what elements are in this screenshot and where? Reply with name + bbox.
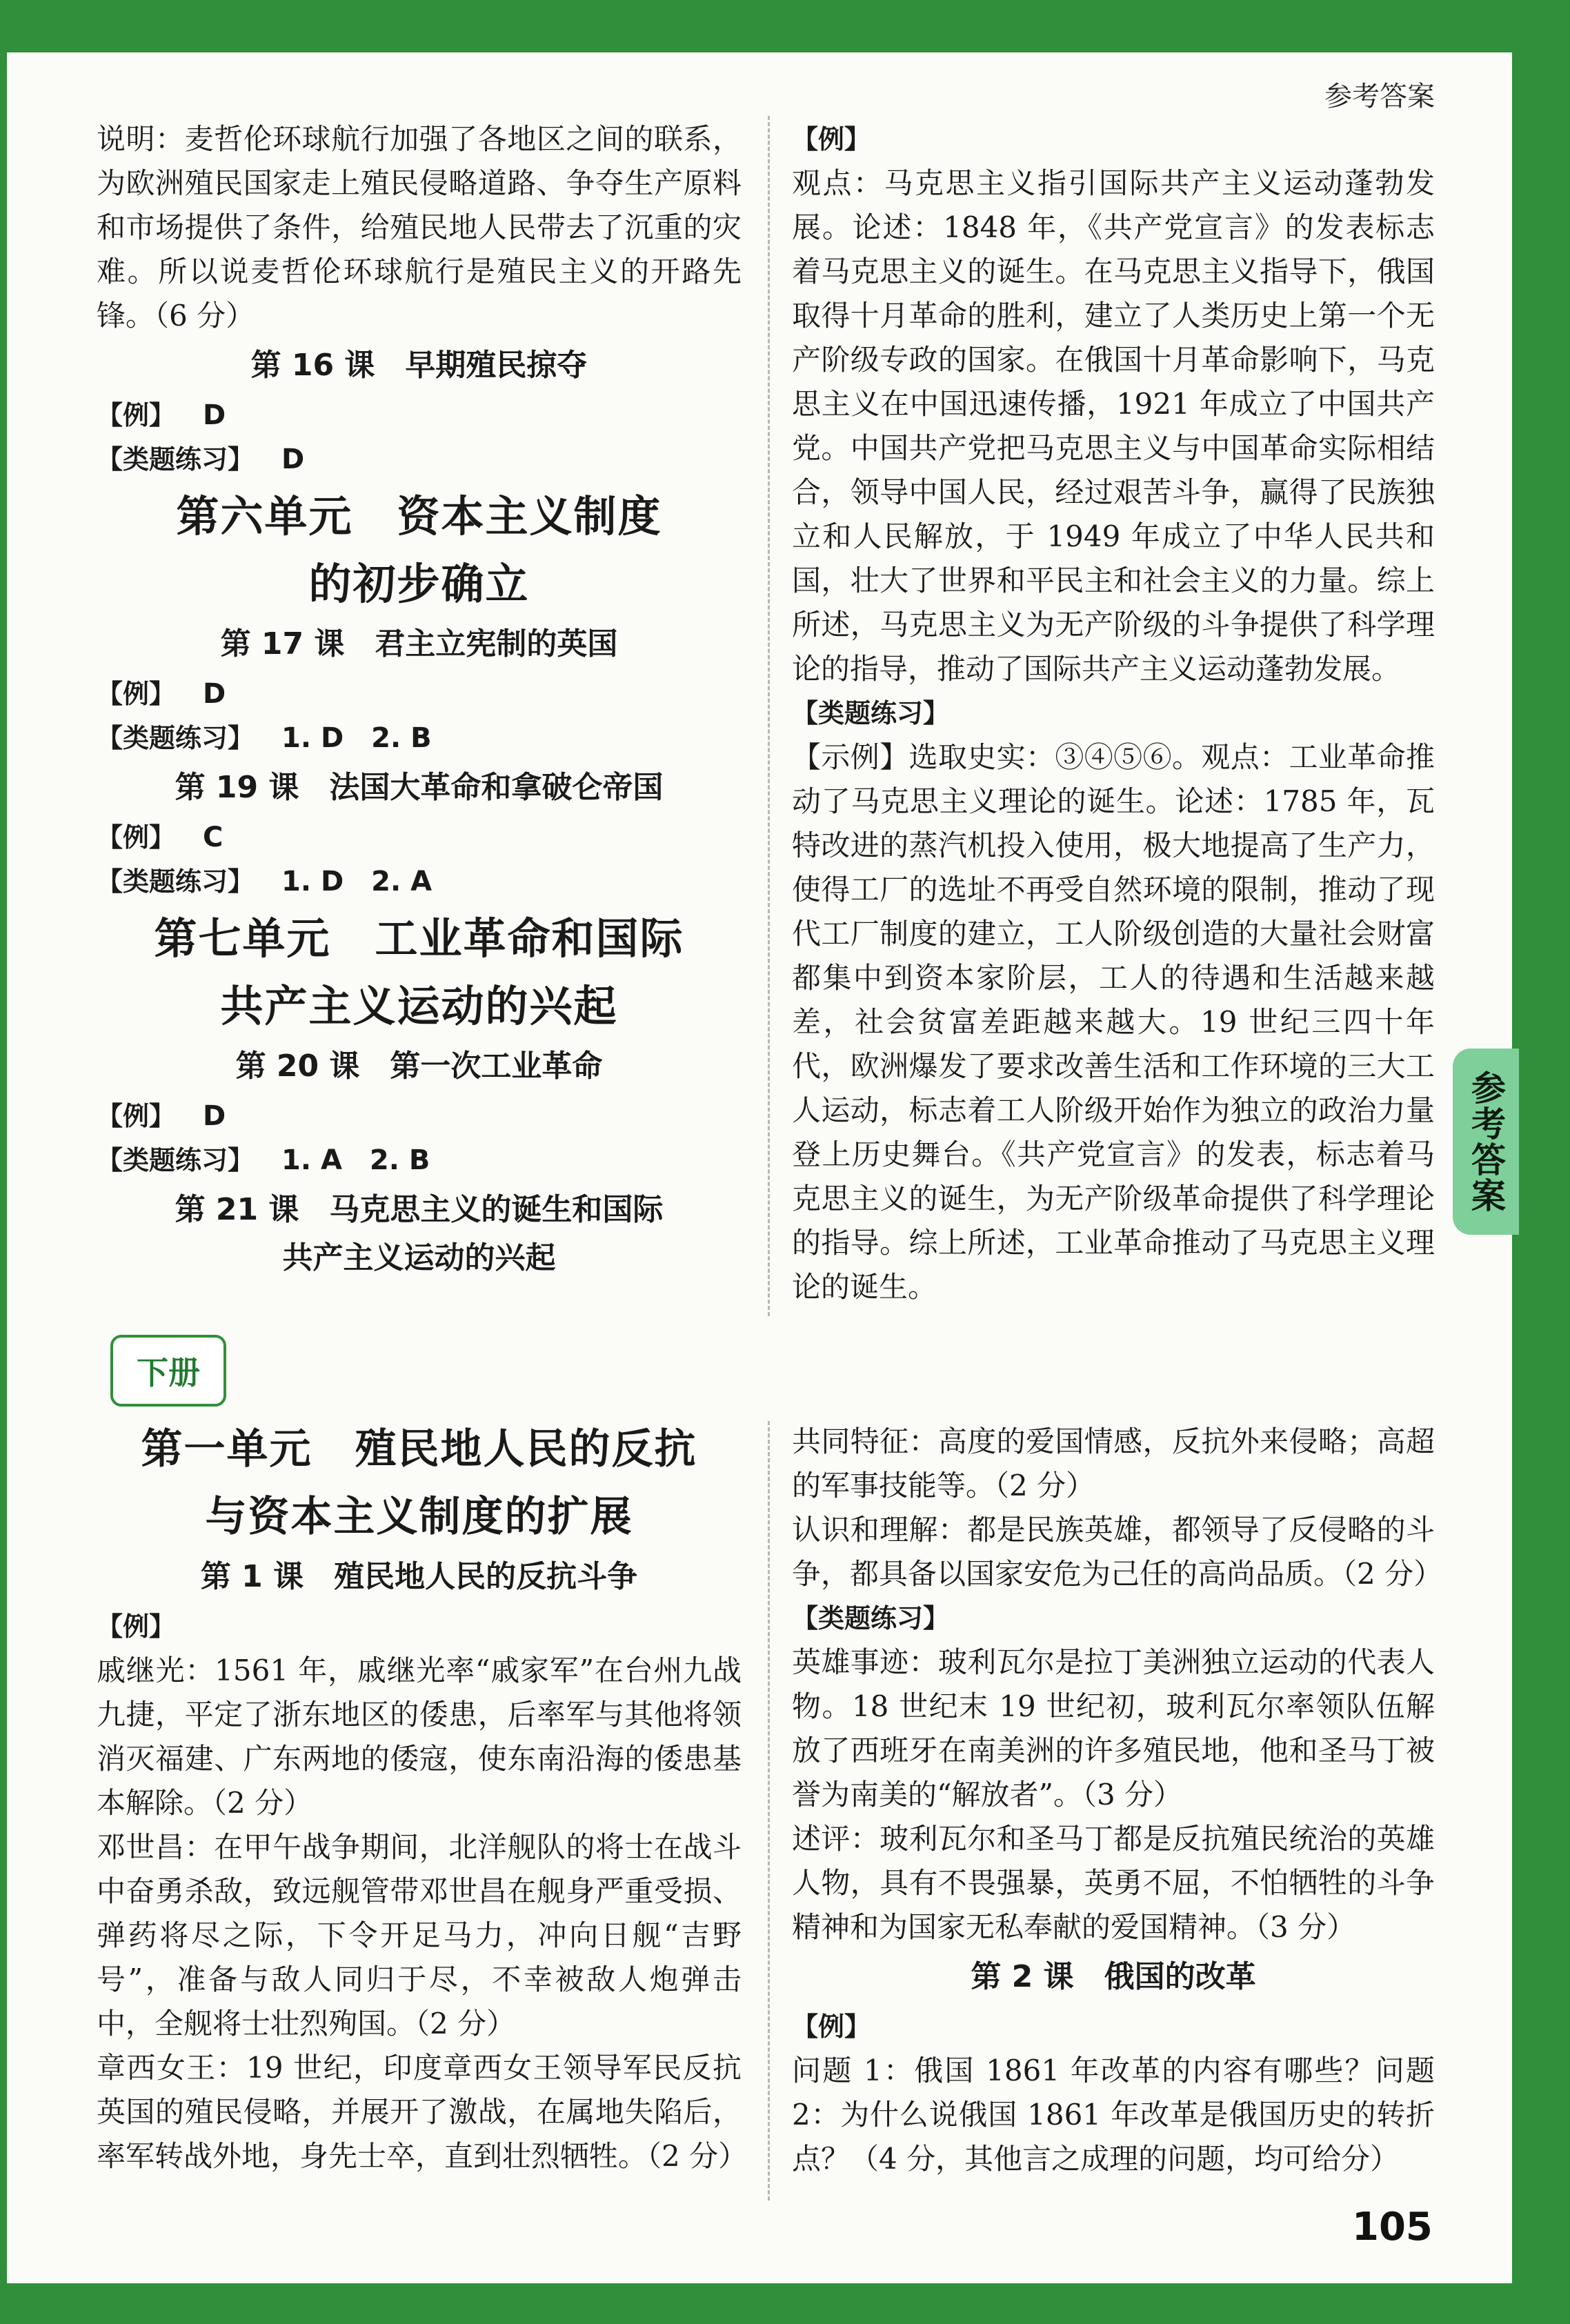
answer-row — [97, 716, 742, 760]
answer-value: C — [203, 822, 223, 853]
unit-6-title-line2: 的初步确立 — [308, 559, 530, 609]
answer-value: D — [203, 399, 226, 431]
example-label: 【例】 — [792, 2012, 871, 2042]
practice-label: 【类题练习】 — [97, 723, 255, 753]
answer-paragraph: 问题 1：俄国 1861 年改革的内容有哪些？问题 2：为什么说俄国 1861 年改革是俄国历史的转折点？（4 分，其他言之成理的问题，均可给分） — [792, 2054, 1435, 2176]
lesson-17-title: 第 17 课 君主立宪制的英国 — [220, 626, 618, 662]
answer-paragraph: 邓世昌：在甲午战争期间，北洋舰队的将士在战斗中奋勇杀敌，致远舰管带邓世昌在舰身严重受损、弹药将尽之际，下令开足马力，冲向日舰“吉野号”，准备与敌人同归于尽，不幸被敌人炮弹击中，全舰将士壮烈殉国。（2 分） — [97, 1830, 742, 2040]
practice-label: 【类题练习】 — [792, 1603, 950, 1633]
answer-paragraph: 章西女王：19 世纪，印度章西女王领导军民反抗英国的殖民侵略，并展开了激战，在属地失陷后，率军转战外地，身先士卒，直到壮烈牺牲。（2 分） — [97, 2051, 748, 2173]
lesson-19-title: 第 19 课 法国大革命和拿破仑帝国 — [175, 770, 664, 805]
answer-paragraph: 述评：玻利瓦尔和圣马丁都是反抗殖民统治的英雄人物，具有不畏强暴，英勇不屈，不怕牺牲的斗争精神和为国家无私奉献的爱国精神。（3 分） — [792, 1822, 1435, 1944]
answer-row — [97, 815, 742, 860]
column-divider-bottom — [768, 1421, 770, 2201]
side-tab-label: 参考答案 — [1466, 1070, 1506, 1213]
page-number: 105 — [1352, 2205, 1433, 2249]
answer-paragraph: 英雄事迹：玻利瓦尔是拉丁美洲独立运动的代表人物。18 世纪末 19 世纪初，玻利瓦尔率领队伍解放了西班牙在南美洲的许多殖民地，他和圣马丁被誉为南美的“解放者”。（3 分） — [792, 1645, 1435, 1811]
unit-7-title-line1: 第七单元 工业革命和国际 — [154, 913, 684, 964]
column-divider-top — [768, 116, 770, 1316]
practice-label: 【类题练习】 — [97, 444, 255, 475]
answer-value: 1. A 2. B — [281, 1144, 430, 1176]
practice-answer-paragraph: 【示例】选取史实：③④⑤⑥。观点：工业革命推动了马克思主义理论的诞生。论述：1785 年，瓦特改进的蒸汽机投入使用，极大地提高了生产力，使得工厂的选址不再受自然环境的限制，推动了现代工厂制度的建立，工人阶级创造的大量社会财富都集中到资本家阶层，工人的待遇和生活越来越差，社会贫富差距越来越大。19 世纪三四十年代，欧洲爆发了要求改善生活和工作环境的三大工人运动，标志着工人阶级开始作为独立的政治力量登上历史舞台。《共产党宣言》的发表，标志着马克思主义的诞生，为无产阶级革命提供了科学理论的指导。综上所述，工业革命推动了马克思主义理论的诞生。 — [792, 740, 1435, 1304]
practice-label: 【类题练习】 — [792, 698, 950, 728]
answer-row — [97, 393, 742, 437]
answer-row — [97, 1094, 742, 1138]
top-left-column — [97, 117, 742, 1286]
answer-value: D — [281, 444, 305, 475]
answer-value: D — [203, 678, 226, 710]
answer-row — [97, 1138, 742, 1182]
example-label: 【例】 — [97, 1611, 176, 1642]
example-label: 【例】 — [97, 679, 176, 709]
answer-paragraph: 共同特征：高度的爱国情感，反抗外来侵略；高超的军事技能等。（2 分） — [792, 1424, 1435, 1502]
practice-label: 【类题练习】 — [97, 866, 255, 897]
example-label: 【例】 — [97, 400, 176, 430]
bottom-right-column — [792, 1420, 1443, 2181]
example-label: 【例】 — [97, 822, 176, 853]
header-label: 参考答案 — [1324, 81, 1435, 112]
unit-1-title-line2: 与资本主义制度的扩展 — [205, 1493, 633, 1541]
answer-value: 1. D 2. B — [281, 722, 432, 754]
volume-badge: 下册 — [110, 1335, 226, 1407]
answer-row — [97, 860, 742, 904]
answer-row — [97, 437, 742, 481]
unit-6-title-line1: 第六单元 资本主义制度 — [176, 491, 662, 542]
lesson-21-title-line1: 第 21 课 马克思主义的诞生和国际 — [175, 1192, 664, 1227]
answer-row — [97, 672, 742, 716]
example-label: 【例】 — [97, 1101, 176, 1131]
lesson-2-title: 第 2 课 俄国的改革 — [971, 1959, 1256, 1994]
answer-paragraph: 认识和理解：都是民族英雄，都领导了反侵略的斗争，都具备以国家安危为己任的高尚品质。（2 分） — [792, 1513, 1443, 1591]
lesson-1-title: 第 1 课 殖民地人民的反抗斗争 — [200, 1559, 638, 1594]
practice-label: 【类题练习】 — [97, 1145, 255, 1175]
top-right-column — [792, 117, 1435, 1309]
lesson-16-title: 第 16 课 早期殖民掠夺 — [250, 348, 588, 383]
lesson-20-title: 第 20 课 第一次工业革命 — [235, 1049, 603, 1084]
answer-value: D — [203, 1100, 226, 1132]
example-answer-paragraph: 观点：马克思主义指引国际共产主义运动蓬勃发展。论述：1848 年，《共产党宣言》的发表标志着马克思主义的诞生。在马克思主义指导下，俄国取得十月革命的胜利，建立了人类历史上第一个无产阶级专政的国家。在俄国十月革命影响下，马克思主义在中国迅速传播，1921 年成立了中国共产党。中国共产党把马克思主义与中国革命实际相结合，领导中国人民，经过艰苦斗争，赢得了民族独立和人民解放，于 1949 年成立了中华人民共和国，壮大了世界和平民主和社会主义的力量。综上所述，马克思主义为无产阶级的斗争提供了科学理论的指导，推动了国际共产主义运动蓬勃发展。 — [792, 166, 1435, 686]
side-tab — [1453, 1049, 1519, 1235]
bottom-left-column — [97, 1414, 748, 2178]
answer-paragraph: 戚继光：1561 年，戚继光率“戚家军”在台州九战九捷，平定了浙东地区的倭患，后率军与其他将领消灭福建、广东两地的倭寇，使东南沿海的倭患基本解除。（2 分） — [97, 1653, 742, 1820]
unit-1-title-line1: 第一单元 殖民地人民的反抗 — [141, 1425, 697, 1473]
lesson-21-title-line2: 共产主义运动的兴起 — [282, 1240, 556, 1275]
unit-7-title-line2: 共产主义运动的兴起 — [220, 981, 618, 1031]
answer-value: 1. D 2. A — [281, 866, 433, 897]
example-label: 【例】 — [792, 124, 871, 155]
intro-paragraph: 说明：麦哲伦环球航行加强了各地区之间的联系，为欧洲殖民国家走上殖民侵略道路、争夺生产原料和市场提供了条件，给殖民地人民带去了沉重的灾难。所以说麦哲伦环球航行是殖民主义的开路先锋。（6 分） — [97, 122, 742, 332]
